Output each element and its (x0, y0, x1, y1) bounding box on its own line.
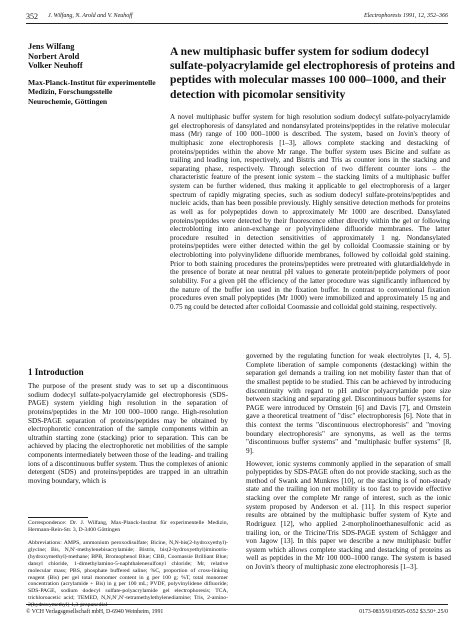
author-name: Jens Wilfang (28, 42, 75, 51)
running-head-journal: Electrophoresis 1991, 12, 352–366 (363, 13, 448, 19)
abstract: A novel multiphasic buffer system for high resolution sodium dodecyl sulfate-polyacrylamide gel electrophoresis of dansylated and nondansylated proteins/peptides in the relative molecular mass (Mr) range of 100 000–1000 is described. The system, based on Jovin's theory of multiphasic zone electrophoresis [1–3], allows complete stacking and destacking of proteins/peptides within the above Mr range. The buffer system uses Bicine and sulfate as trailing and leading ion, respectively, and Bistris and Tris as counter ions in the stacking and separating phase, respectively. Through selection of two different counter ions – the characteristic feature of the present ionic system – the stacking limits of a multiphasic buffer system can be further widened, thus making it applicable to gel electrophoresis of a larger spectrum of rapidly migrating species, such as sodium dodecyl sulfate-proteins/peptides and nucleic acids, than has been possible previously. Highly sensitive detection methods for proteins as well as for polypeptides down to approximately Mr 1000 are described. Dansylated proteins/peptides were detected by their fluorescence either directly within the gel or following electroblotting into anion-exchange or polyvinylidene difluoride membranes. The latter procedure resulted in detection sensitivities of approximately 1 ng. Nondansylated proteins/peptides were either detected within the gel by colloidal Coomassie staining or by electroblotting into polyvinylidene difluoride membranes, followed by colloidal gold staining. Prior to both staining procedures the proteins/peptides were pretreated with glutardialdehyde in the presence of borate at near neutral pH values to generate protein/peptide polymers of poor solubility. For a given pH the efficiency of the latter procedure was significantly influenced by the nature of the buffer ion used in the fixation buffer. In contrast to conventional fixation procedures even small polypeptides (Mr 1000) were immobilized and approximately 15 ng and 0.75 ng could be detected after colloidal Coomassie and colloidal gold staining, respectively. (170, 113, 450, 311)
running-head-authors: J. Wilfang, N. Arold and V. Neuhoff (48, 13, 133, 19)
abbreviations-footnote: Abbreviations: AMPS, ammonium peroxodisulfate; Bicine, N,N-bis(2-hydroxyethyl)-glycine; Bis, N,N′-methylenebisacrylamide; Bistris, bis(2-hydroxyethyl)iminotris-(hydroxymethyl)-methane; BPB, Bromophenol Blue; CBB, Coomassie Brilliant Blue; dansyl chloride, 1-dimethylamino-5-naphthalenesulfonyl chloride; Mr, relative molecular mass; PBS, phosphate buffered saline; %C, proportion of cross-linking reagent (Bis) per gel total monomer content in g per 100 g; %T, total monomer concentration (acrylamide + Bis) in g per 100 mL; PVDF, polyvinylidene difluoride; SDS-PAGE, sodium dodecyl sulfate-polyacrylamide gel electrophoresis; TCA, trichloroacetic acid; TEMED, N,N,N′,N′-tetramethylethylenediamine; Tris, 2-amino-2(hydroxymethyl)-1,3-propanediol (28, 540, 228, 609)
body-column-right (246, 352, 451, 572)
author-name: Norbert Arold (28, 51, 80, 61)
page-number: 352 (26, 12, 38, 21)
body-column-left (28, 367, 228, 486)
body-paragraph: The purpose of the present study was to set up a discontinuous sodium dodecyl sulfate-polyacrylamide gel electrophoresis (SDS-PAGE) system yielding high resolution in the separation of proteins/peptides in the Mr 100 000–1000 range. High-resolution SDS-PAGE separation of proteins/peptides may be obtained by electrophoretic concentration of the sample components within an ultrathin starting zone (stacking) prior to separation. This can be achieved by placing the electrophoretic net mobilities of the sample components intermediately between those of the leading- and trailing ions of a discontinuous buffer system. Thus the complexes of anionic detergent (SDS) and proteins/peptides are trapped in an ultrathin moving boundary, which is (28, 382, 228, 485)
article-title: A new multiphasic buffer system for sodium dodecyl sulfate-polyacrylamide gel electrophoresis of proteins and peptides with molecular masses 100 000–1000, and their detection with picomolar sensitivity (170, 45, 455, 101)
issn-code: 0173-0835/91/0505-0352 $3.50+.25/0 (359, 609, 448, 615)
author-name: Volker Neuhoff (28, 61, 83, 71)
author-block (28, 42, 158, 106)
section-heading: 1 Introduction (28, 367, 84, 377)
header-rule (26, 23, 448, 24)
copyright-line: © VCH Verlagsgesellschaft mbH, D-6940 Weinheim, 1991 (26, 609, 164, 615)
footer-rule (26, 604, 448, 605)
correspondence-footnote: Correspondence: Dr. J. Wilfang, Max-Planck-Institut für experimentelle Medizin, Hermann-Rein-Str. 3, D-3400 Göttingen (28, 520, 228, 533)
affiliation: Max-Planck-Institut für experimentelle Medizin, Forschungsstelle Neurochemie, Göttingen (28, 77, 156, 106)
body-paragraph: governed by the regulating function for weak electrolytes [1, 4, 5]. Complete liberation of sample components (destacking) within the separation gel demands a trailing ion net mobility faster than that of the smallest peptide to be studied. This can be achieved by introducing discontinuity with regard to pH and/or polyacrylamide pore size between stacking and separating gel. Discontinuous buffer systems for PAGE were introduced by Ornstein [6] and Davis [7], and Ornstein gave a theoretical treatment of "disc" electrophoresis [6]. Note that in this context the terms "discontinuous electrophoresis" and "moving boundary electrophoresis" are synonyms, as well as the terms "discontinuous buffer systems" and "multiphasic buffer systems" [8, 9]. (246, 352, 451, 455)
body-paragraph: However, ionic systems commonly applied in the separation of small polypeptides by SDS-PAGE often do not provide stacking, such as the method of Swank and Munkres [10], or the stacking is of non-steady state and the trailing ion net mobility is too fast to provide effective stacking over the complete Mr range of interest, such as the ionic system proposed by Anderson et al. [11]. In this respect superior results are obtained by the multiphasic buffer system of Kyte and Rodriguez [12], who applied 2-morpholinoethanesulfonic acid as trailing ion, or the Tricine/Tris SDS-PAGE system of Schägger and von Jagow [13]. In this paper we describe a new multiphasic buffer system which allows complete stacking and destacking of proteins as well as peptides in the Mr 100 000–1000 range. The system is based on Jovin's theory of multiphasic zone electrophoresis [1–3]. (246, 459, 451, 571)
footnote-rule (28, 517, 88, 518)
